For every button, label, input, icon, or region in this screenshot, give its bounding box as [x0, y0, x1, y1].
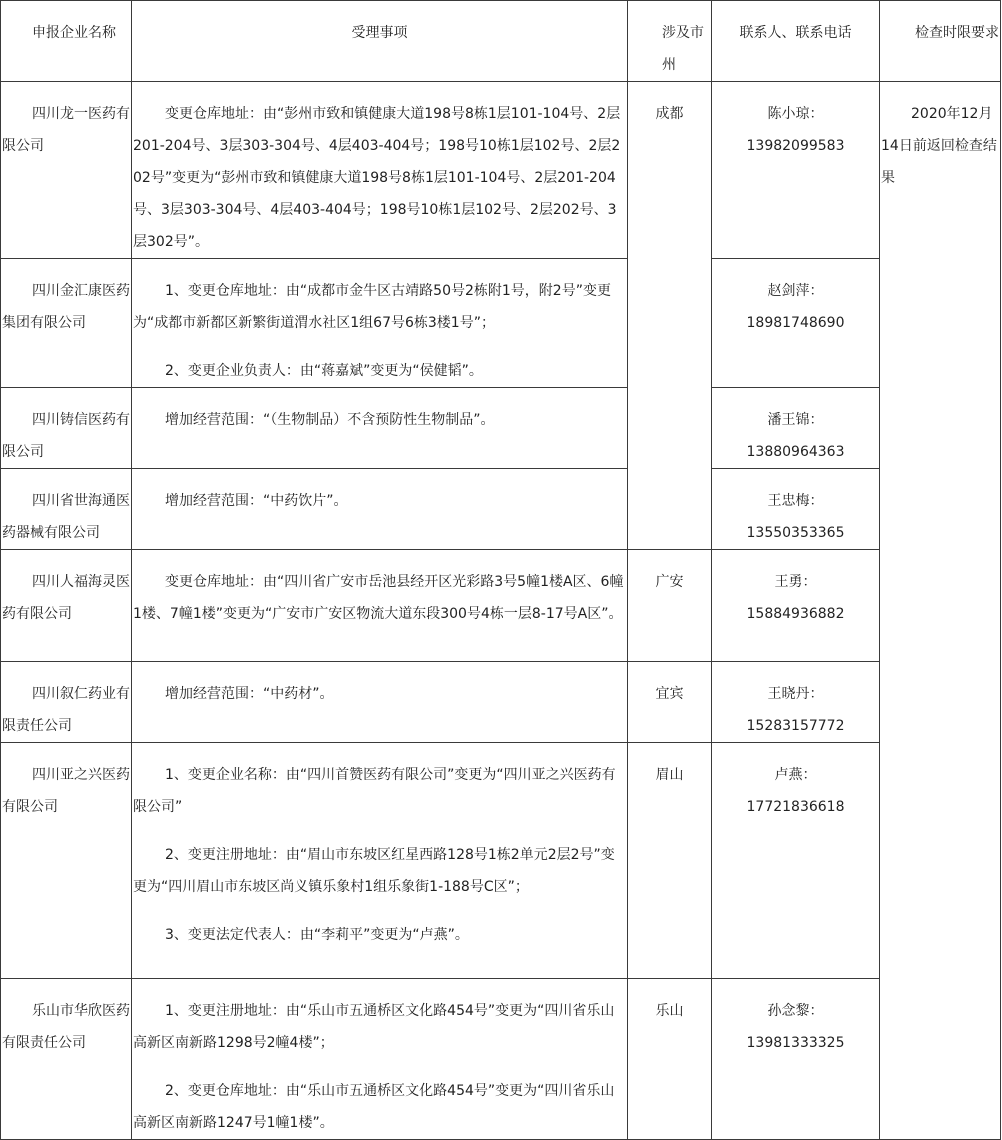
table-row: [1, 82, 1001, 259]
contact-cell: 孙念黎： 13981333325: [712, 979, 880, 1140]
contact-cell: 王忠梅： 13550353365: [712, 469, 880, 550]
header-deadline: 检查时限要求: [880, 1, 1001, 82]
city-cell: 广安: [628, 550, 712, 662]
contact-cell: 赵剑萍： 18981748690: [712, 259, 880, 388]
city-cell: 成都: [628, 82, 712, 550]
contact-cell: 潘王锦： 13880964363: [712, 388, 880, 469]
item-cell: 1、变更企业名称：由“四川首赞医药有限公司”变更为“四川亚之兴医药有限公司” 2、变更注册地址：由“眉山市东坡区红星西路128号1栋2单元2层2号”变更为“四川眉山市东坡区尚义镇乐象村1组乐象街1-188号C区”； 3、变更法定代表人：由“李莉平”变更为“卢燕”。: [132, 743, 628, 979]
contact-cell: 陈小琼： 13982099583: [712, 82, 880, 259]
company-name: 四川省世海通医药器械有限公司: [1, 469, 132, 550]
item-cell: 变更仓库地址：由“四川省广安市岳池县经开区光彩路3号5幢1楼A区、6幢1楼、7幢1楼”变更为“广安市广安区物流大道东段300号4栋一层8-17号A区”。: [132, 550, 628, 662]
item-cell: 增加经营范围：“（生物制品）不含预防性生物制品”。: [132, 388, 628, 469]
deadline-cell: 2020年12月 14日前返回检查结果: [880, 82, 1001, 1140]
header-company: 申报企业名称: [1, 1, 132, 82]
company-name: 乐山市华欣医药有限责任公司: [1, 979, 132, 1140]
company-name: 四川亚之兴医药有限公司: [1, 743, 132, 979]
table-row: [1, 469, 1001, 550]
item-cell: 变更仓库地址：由“彭州市致和镇健康大道198号8栋1层101-104号、2层201-204号、3层303-304号、4层403-404号；198号10栋1层102号、2层202号”变更为“彭州市致和镇健康大道198号8栋1层101-104号、2层201-204号、3层303-304号、4层403-404号；198号10栋1层102号、2层202号、3层302号”。: [132, 82, 628, 259]
table-row: [1, 743, 1001, 979]
city-cell: 宜宾: [628, 662, 712, 743]
item-cell: 1、变更注册地址：由“乐山市五通桥区文化路454号”变更为“四川省乐山高新区南新路1298号2幢4楼”； 2、变更仓库地址：由“乐山市五通桥区文化路454号”变更为“四川省乐山高新区南新路1247号1幢1楼”。: [132, 979, 628, 1140]
header-item: 受理事项: [132, 1, 628, 82]
table-row: [1, 979, 1001, 1140]
table-row: [1, 662, 1001, 743]
table-row: [1, 388, 1001, 469]
header-row: [1, 1, 1001, 82]
table-row: [1, 550, 1001, 662]
city-cell: 眉山: [628, 743, 712, 979]
header-city: 涉及市州: [628, 1, 712, 82]
contact-cell: 王晓丹： 15283157772: [712, 662, 880, 743]
contact-cell: 王勇： 15884936882: [712, 550, 880, 662]
contact-cell: 卢燕： 17721836618: [712, 743, 880, 979]
table-row: [1, 259, 1001, 388]
company-name: 四川人福海灵医药有限公司: [1, 550, 132, 662]
item-cell: 增加经营范围：“中药饮片”。: [132, 469, 628, 550]
company-name: 四川龙一医药有限公司: [1, 82, 132, 259]
company-name: 四川金汇康医药集团有限公司: [1, 259, 132, 388]
company-name: 四川铸信医药有限公司: [1, 388, 132, 469]
item-cell: 1、变更仓库地址：由“成都市金牛区古靖路50号2栋附1号，附2号”变更为“成都市新都区新繁街道渭水社区1组67号6栋3楼1号”； 2、变更企业负责人：由“蒋嘉斌”变更为“侯健韬”。: [132, 259, 628, 388]
company-name: 四川叙仁药业有限责任公司: [1, 662, 132, 743]
header-contact: 联系人、联系电话: [712, 1, 880, 82]
item-cell: 增加经营范围：“中药材”。: [132, 662, 628, 743]
city-cell: 乐山: [628, 979, 712, 1140]
